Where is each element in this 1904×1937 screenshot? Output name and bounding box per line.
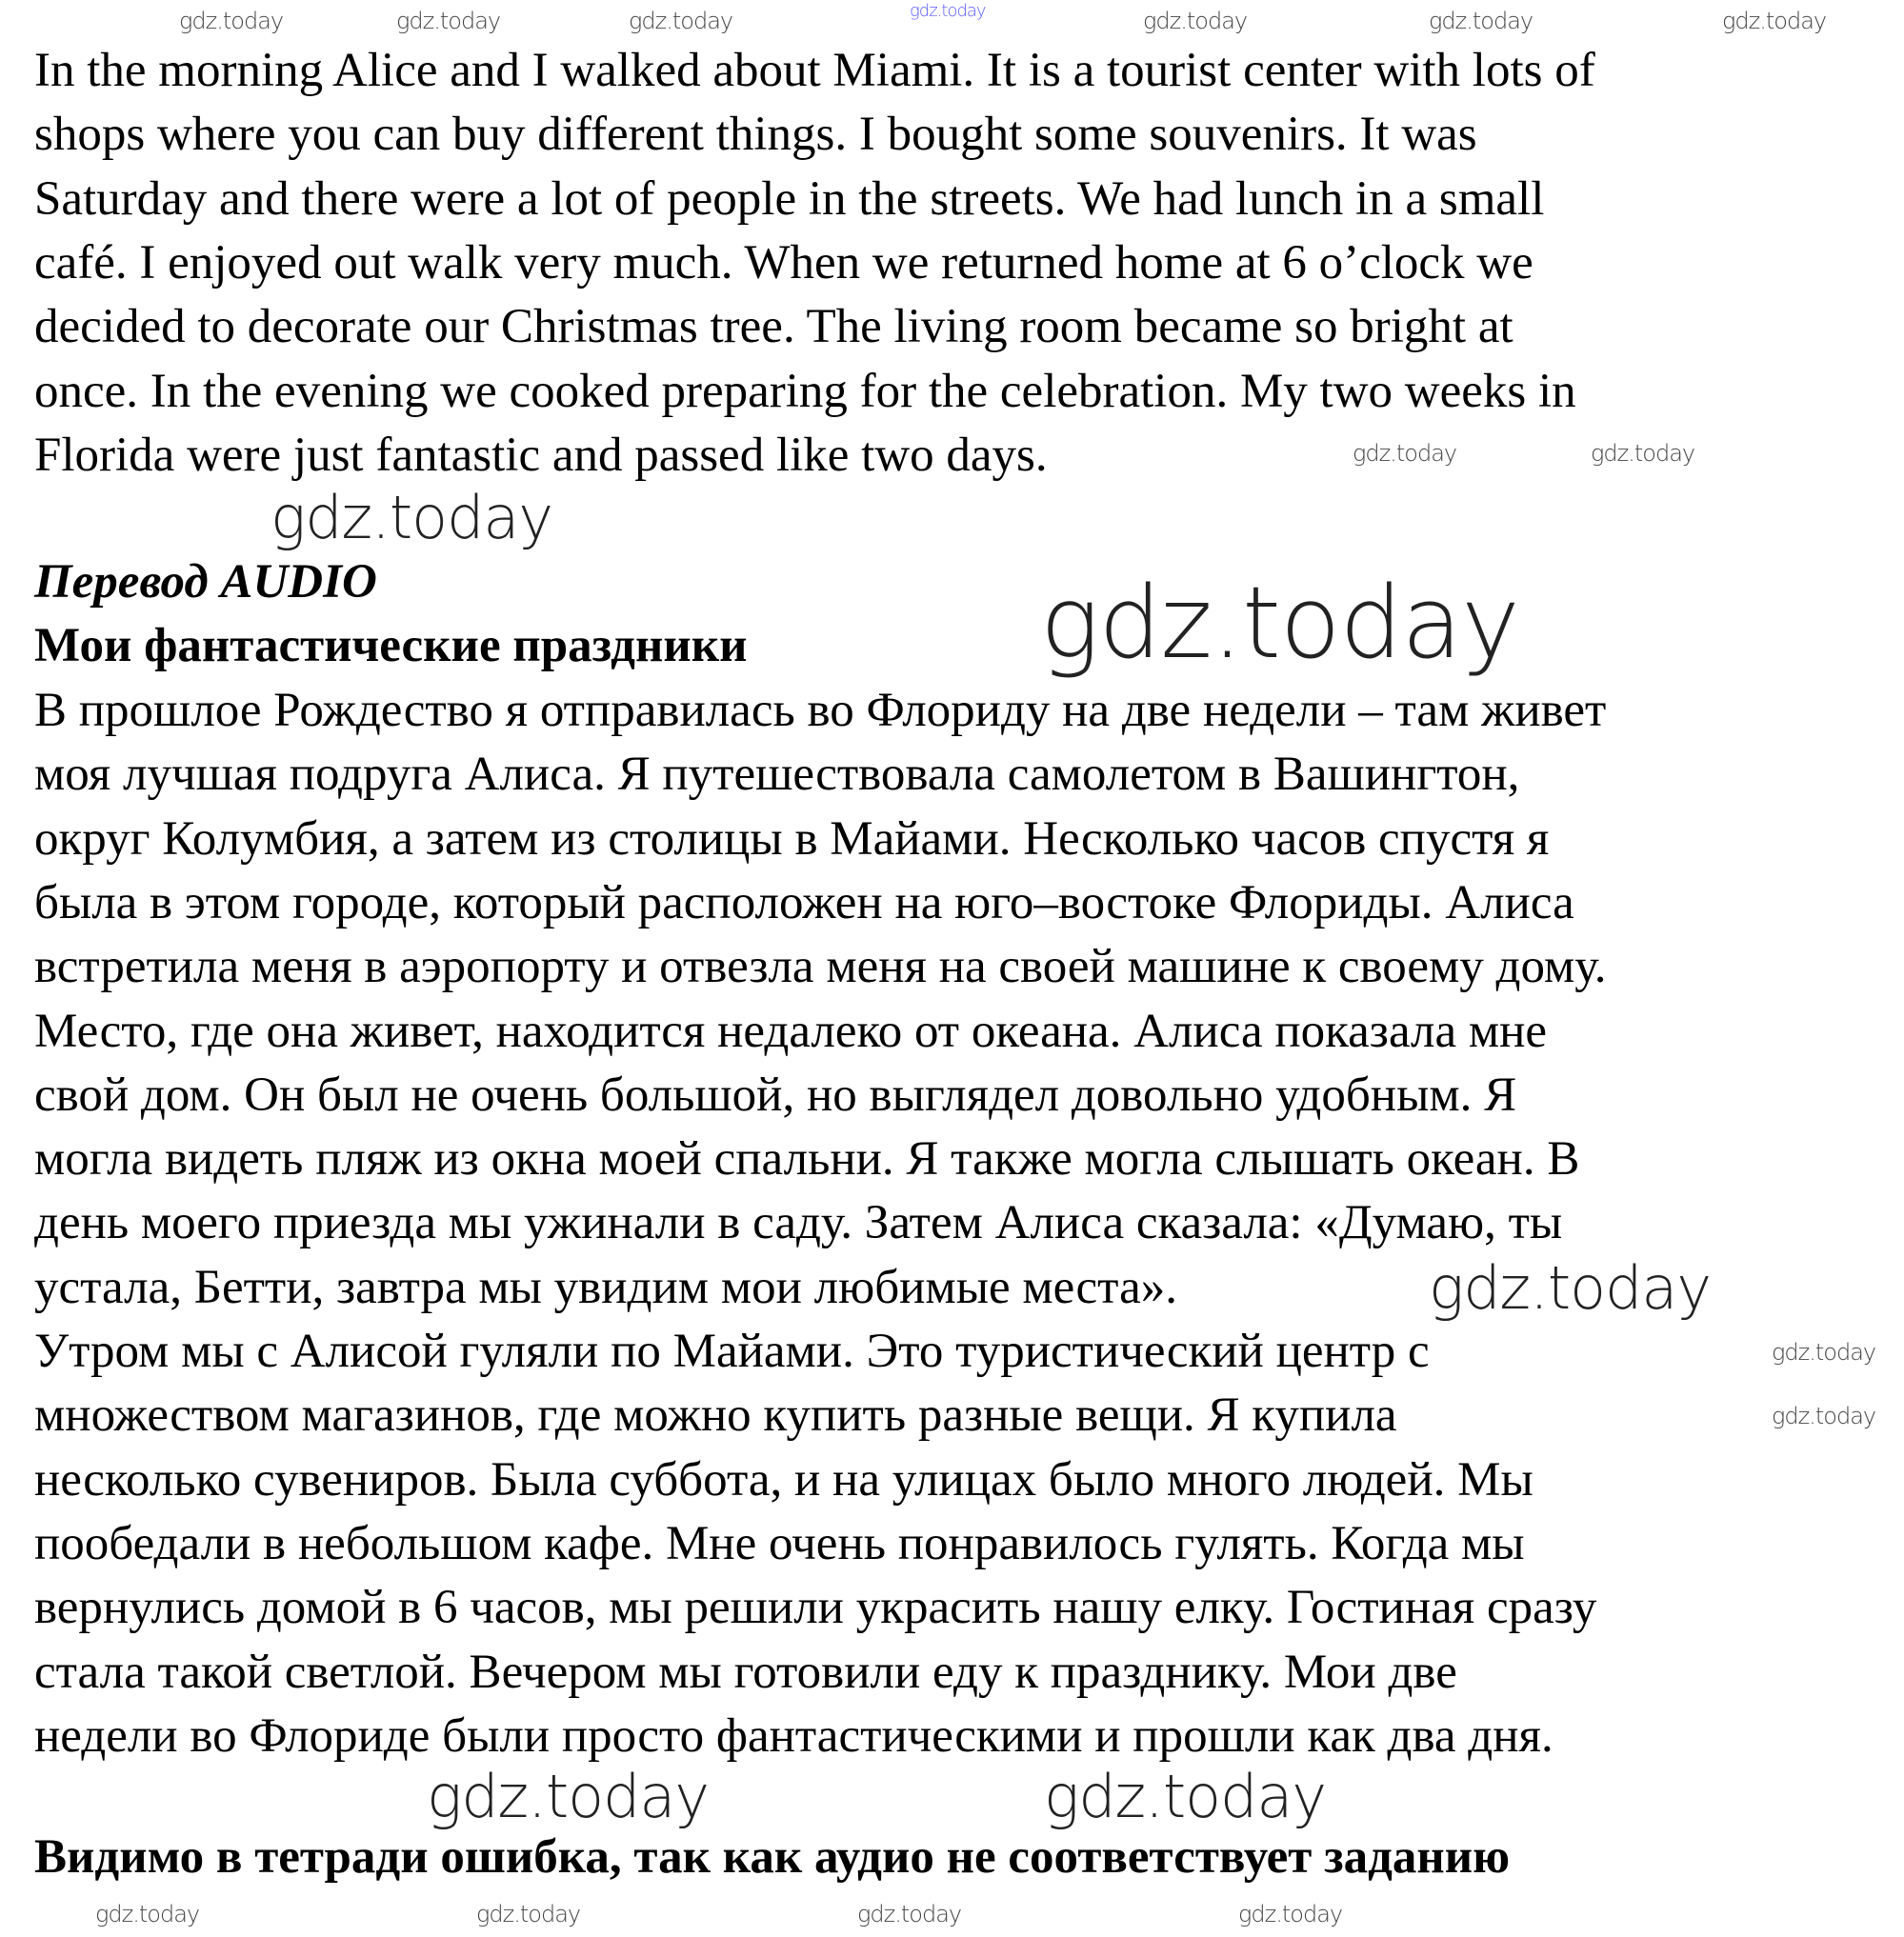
- watermark: gdz.today: [1353, 440, 1457, 467]
- watermark: gdz.today: [910, 1, 986, 21]
- watermark: gdz.today: [95, 1901, 200, 1927]
- watermark: gdz.today: [1143, 8, 1248, 34]
- watermark: gdz.today: [1040, 565, 1519, 681]
- watermark: gdz.today: [1772, 1403, 1876, 1429]
- watermark: gdz.today: [629, 8, 733, 34]
- text-line: устала, Бетти, завтра мы увидим мои любимые места».: [34, 1260, 1177, 1314]
- watermark: gdz.today: [1772, 1339, 1876, 1366]
- text-line: могла видеть пляж из окна моей спальни. Я также могла слышать океан. В: [34, 1132, 1580, 1187]
- text-line: вернулись домой в 6 часов, мы решили украсить нашу елку. Гостиная сразу: [34, 1581, 1597, 1635]
- translation-title: Мои фантастические праздники: [34, 619, 748, 672]
- watermark: gdz.today: [271, 483, 553, 552]
- text-line: множеством магазинов, где можно купить разные вещи. Я купила: [34, 1388, 1397, 1443]
- text-line: В прошлое Рождество я отправилась во Флориду на две недели – там живет: [34, 684, 1607, 737]
- text-line: once. In the evening we cooked preparing for the celebration. My two weeks in: [34, 364, 1576, 418]
- watermark: gdz.today: [427, 1762, 710, 1831]
- text-line: Утром мы с Алисой гуляли по Майами. Это туристический центр с: [34, 1325, 1430, 1378]
- note-text: Видимо в тетради ошибка, так как аудио не соответствует заданию: [34, 1830, 1511, 1884]
- text-line: shops where you can buy different things. I bought some souvenirs. It was: [34, 108, 1477, 162]
- text-line: decided to decorate our Christmas tree. The living room became so bright at: [34, 300, 1513, 354]
- text-line: café. I enjoyed out walk very much. When we returned home at 6 o’clock we: [34, 235, 1533, 290]
- watermark: gdz.today: [1591, 440, 1695, 467]
- text-line: Florida were just fantastic and passed like two days.: [34, 428, 1048, 482]
- watermark: gdz.today: [396, 8, 501, 34]
- text-line: пообедали в небольшом кафе. Мне очень понравилось гулять. Когда мы: [34, 1516, 1525, 1570]
- watermark: gdz.today: [1044, 1762, 1327, 1831]
- text-line: моя лучшая подруга Алиса. Я путешествовала самолетом в Вашингтон,: [34, 748, 1520, 802]
- text-line: In the morning Alice and I walked about Miami. It is a tourist center with lots of: [34, 44, 1595, 97]
- text-line: недели во Флориде были просто фантастическими и прошли как два дня.: [34, 1708, 1553, 1763]
- text-line: день моего приезда мы ужинали в саду. Затем Алиса сказала: «Думаю, ты: [34, 1196, 1563, 1250]
- text-line: встретила меня в аэропорту и отвезла меня на своей машине к своему дому.: [34, 940, 1607, 994]
- text-line: стала такой светлой. Вечером мы готовили еду к празднику. Мои две: [34, 1645, 1457, 1699]
- text-line: округ Колумбия, а затем из столицы в Майами. Несколько часов спустя я: [34, 811, 1550, 866]
- translation-heading: Перевод AUDIO: [34, 555, 377, 609]
- watermark: gdz.today: [1429, 1253, 1712, 1323]
- text-line: свой дом. Он был не очень большой, но выглядел довольно удобным. Я: [34, 1068, 1517, 1122]
- text-line: несколько сувениров. Была суббота, и на улицах было много людей. Мы: [34, 1452, 1533, 1507]
- watermark: gdz.today: [476, 1901, 581, 1927]
- watermark: gdz.today: [1238, 1901, 1343, 1927]
- watermark: gdz.today: [1429, 8, 1533, 34]
- text-line: была в этом городе, который расположен на юго–востоке Флориды. Алиса: [34, 875, 1574, 929]
- watermark: gdz.today: [857, 1901, 962, 1927]
- watermark: gdz.today: [179, 8, 284, 34]
- text-line: Saturday and there were a lot of people in the streets. We had lunch in a small: [34, 171, 1545, 226]
- watermark: gdz.today: [1722, 8, 1827, 34]
- text-line: Место, где она живет, находится недалеко от океана. Алиса показала мне: [34, 1004, 1548, 1058]
